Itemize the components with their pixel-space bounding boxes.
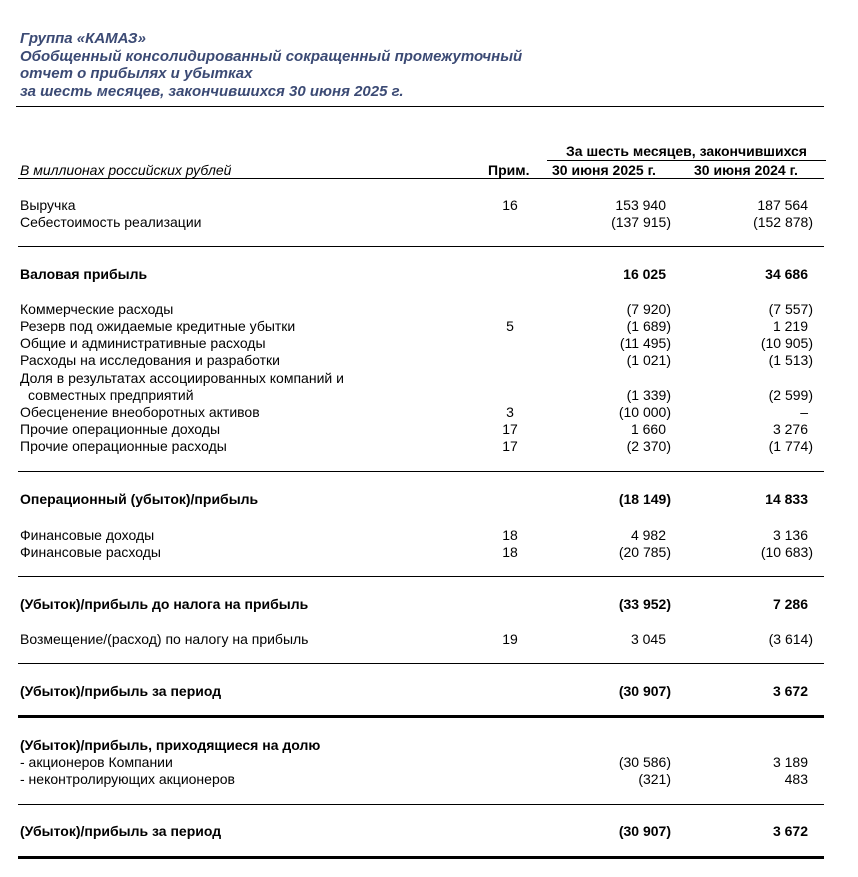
report-title-line-1: Обобщенный консолидированный сокращенный промежуточный [20,47,523,65]
value-2024: 3 672 [772,823,808,839]
row-non-controlling [18,771,824,788]
row-finance-income [18,527,824,544]
value-2025: (20 785) [618,544,671,560]
column-header-divider [18,178,824,179]
row-label: Резерв под ожидаемые кредитные убытки [20,318,296,334]
value-2024: (1 774) [768,438,813,454]
row-ecl [18,318,824,335]
value-2024: 187 564 [757,197,808,213]
row-associates-label [18,370,824,387]
value-2025: (30 907) [618,823,671,839]
row-gross-profit [18,266,824,283]
row-note: 16 [502,197,518,213]
row-note: 19 [502,631,518,647]
row-label: Финансовые доходы [20,527,155,543]
row-label: (Убыток)/прибыль, приходящиеся на долю [20,737,321,753]
value-2024: 7 286 [772,596,808,612]
row-revenue [18,197,824,214]
row-label: (Убыток)/прибыль за период [20,823,222,839]
row-income-tax [18,631,824,648]
thick-divider [18,856,824,859]
row-other-income [18,421,824,438]
header-divider [16,106,824,107]
column-2024-header: 30 июня 2024 г. [694,162,798,178]
row-label: Выручка [20,197,76,213]
value-2024: 14 833 [765,491,808,507]
period-heading: За шесть месяцев, закончившихся [547,142,826,161]
value-2024: (1 513) [768,352,813,368]
row-note: 5 [506,318,514,334]
report-period: за шесть месяцев, закончившихся 30 июня 2025 г. [20,82,404,100]
row-profit-before-tax [18,596,824,613]
value-2025: (1 021) [626,352,671,368]
value-2024: 1 219 [772,318,808,334]
value-2024: (2 599) [768,387,813,403]
value-2025: (7 920) [626,301,671,317]
value-2025: (30 586) [618,754,671,770]
row-label: Возмещение/(расход) по налогу на прибыль [20,631,309,647]
row-rnd-expenses [18,352,824,369]
row-label: (Убыток)/прибыль за период [20,683,222,699]
report-header [20,30,824,100]
row-cogs [18,214,824,231]
row-label: Доля в результатах ассоциированных компаний и [20,370,344,386]
row-note: 18 [502,544,518,560]
row-other-expenses [18,438,824,455]
value-2024: (10 905) [760,335,813,351]
value-2025: (137 915) [611,214,671,230]
row-attributable-heading [18,737,824,754]
value-2025: (18 149) [618,491,671,507]
value-2024: (7 557) [768,301,813,317]
row-label: Операционный (убыток)/прибыль [20,491,259,507]
divider [18,804,824,805]
row-net-result [18,683,824,700]
value-2025: 16 025 [623,266,666,282]
units-label: В миллионах российских рублей [20,162,232,178]
row-associates [18,387,824,404]
value-2024: 3 276 [772,421,808,437]
row-label: Расходы на исследования и разработки [20,352,280,368]
divider [18,576,824,577]
value-2025: (321) [638,771,671,787]
divider [18,246,824,247]
row-label: Прочие операционные расходы [20,438,227,454]
value-2024: 3 189 [772,754,808,770]
value-2025: 1 660 [630,421,666,437]
row-label: Коммерческие расходы [20,301,174,317]
value-2025: (2 370) [626,438,671,454]
value-2025: 153 940 [615,197,666,213]
row-label: Общие и административные расходы [20,335,266,351]
row-selling-expenses [18,301,824,318]
row-note: 3 [506,404,514,420]
value-2025: (10 000) [618,404,671,420]
row-net-result-total [18,823,824,840]
value-2025: 4 982 [630,527,666,543]
value-2024: 3 136 [772,527,808,543]
value-2024: 483 [784,771,808,787]
row-label: Прочие операционные доходы [20,421,221,437]
value-2024: (152 878) [753,214,813,230]
company-name: Группа «КАМАЗ» [20,30,146,47]
report-title-line-2: отчет о прибылях и убытках [20,65,253,83]
row-label: (Убыток)/прибыль до налога на прибыль [20,596,309,612]
row-label-continued: совместных предприятий [28,387,194,403]
row-label: Обесценение внеоборотных активов [20,404,260,420]
value-2025: (1 689) [626,318,671,334]
row-note: 18 [502,527,518,543]
row-ga-expenses [18,335,824,352]
value-2024: (10 683) [760,544,813,560]
row-impairment [18,404,824,421]
thick-divider [18,715,824,718]
row-finance-expenses [18,544,824,561]
row-label: - акционеров Компании [20,754,173,770]
row-note: 17 [502,421,518,437]
column-2025-header: 30 июня 2025 г. [552,162,656,178]
divider [18,663,824,664]
value-2024: 3 672 [772,683,808,699]
row-label: Финансовые расходы [20,544,161,560]
divider [18,471,824,472]
row-operating-result [18,491,824,508]
value-2024: 34 686 [765,266,808,282]
value-2025: (30 907) [618,683,671,699]
row-label: - неконтролирующих акционеров [20,771,235,787]
value-2024: – [800,404,808,420]
row-label: Себестоимость реализации [20,214,202,230]
value-2025: (11 495) [619,335,671,351]
row-label: Валовая прибыль [20,266,148,282]
note-column-header: Прим. [488,162,530,178]
row-owners [18,754,824,771]
value-2025: 3 045 [630,631,666,647]
value-2025: (1 339) [626,387,671,403]
value-2025: (33 952) [618,596,671,612]
value-2024: (3 614) [768,631,813,647]
row-note: 17 [502,438,518,454]
column-headers [18,161,824,179]
